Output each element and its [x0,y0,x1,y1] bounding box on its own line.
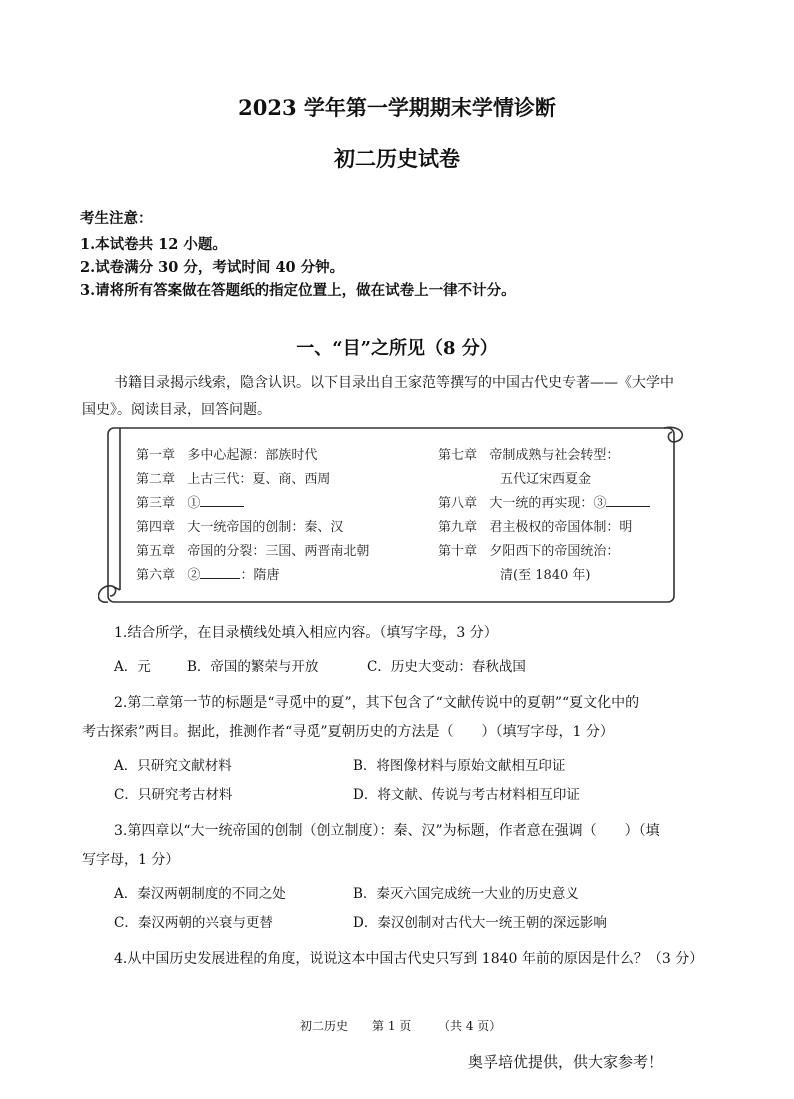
intro-line-2: 国史》。阅读目录，回答问题。 [82,402,271,418]
toc-ch7 [438,444,619,463]
toc-chapter: 第三章 [136,496,176,511]
toc-chapter: 第九章 [438,520,478,535]
blank-line-1 [200,493,244,507]
q2-option-b: B．将图像材料与原始文献相互印证 [353,758,566,774]
notice-heading: 考生注意： [80,210,153,227]
exam-subtitle: 初二历史试卷 [334,146,460,171]
toc-ch3 [136,492,244,511]
toc-ch2 [136,468,330,487]
q2-stem-line-1: 2.第二章第一节的标题是“寻觅中的夏”，其下包含了“文献传说中的夏朝”“夏文化中的 [114,695,640,711]
toc-chapter: 第四章 [136,520,176,535]
intro-line-1: 书籍目录揭示线索，隐含认识。以下目录出自王家范等撰写的中国古代史专著——《大学中 [114,375,674,391]
q2-option-c: C．只研究考古材料 [114,787,233,803]
q3-option-b: B．秦灭六国完成统一大业的历史意义 [353,886,579,902]
toc-ch8 [438,492,650,511]
footer-page: 第 1 页 [372,1019,412,1033]
q1-option-a: A．元 [114,659,151,675]
toc-scroll [98,420,692,610]
toc-title: ② [187,568,201,583]
provider-note: 奥孚培优提供，供大家参考！ [468,1053,664,1071]
q2-option-d: D．将文献、传说与考古材料相互印证 [353,787,580,803]
q1-stem: 1.结合所学，在目录横线处填入相应内容。（填写字母，3 分） [114,625,498,641]
q2-option-a: A．只研究文献材料 [114,758,232,774]
blank-line-3 [606,493,650,507]
q3-option-d: D．秦汉创制对古代大一统王朝的深远影响 [353,915,607,931]
toc-chapter: 第七章 [438,448,478,463]
blank-line-2 [200,565,240,579]
toc-chapter: 第十章 [438,544,478,559]
toc-ch4 [136,516,343,535]
q1-option-c: C．历史大变动：春秋战国 [367,659,526,675]
toc-ch9 [438,516,632,535]
q3-option-c: C．秦汉两朝的兴衰与更替 [114,915,273,931]
toc-chapter: 第二章 [136,472,176,487]
q4-stem: 4.从中国历史发展进程的角度，说说这本中国古代史只写到 1840 年前的原因是什么？（3 分） [114,951,704,967]
toc-title: 大一统的再实现：③ [489,496,607,511]
toc-title: 夕阳西下的帝国统治： [489,544,620,559]
toc-chapter: 第五章 [136,544,176,559]
exam-title: 2023 学年第一学期期末学情诊断 [238,95,556,120]
section-title: 一、“目”之所见（8 分） [296,338,498,359]
toc-chapter: 第一章 [136,448,176,463]
toc-ch10-line2: 清(至 1840 年) [500,568,591,583]
footer-subject: 初二历史 [300,1019,349,1033]
toc-ch1 [136,444,317,463]
footer-total: （共 4 页） [438,1019,502,1033]
toc-title: ① [187,496,201,511]
toc-title: 大一统帝国的创制：秦、汉 [187,520,344,535]
q3-stem-line-2: 写字母，1 分） [82,852,180,868]
q1-option-b: B．帝国的繁荣与开放 [187,659,319,675]
notice-item-2: 2.试卷满分 30 分，考试时间 40 分钟。 [80,259,345,276]
toc-chapter: 第六章 [136,568,176,583]
q3-stem-line-1: 3.第四章以“大一统帝国的创制（创立制度）：秦、汉”为标题，作者意在强调（ ）（填 [114,823,660,839]
toc-title: 上古三代：夏、商、西周 [187,472,331,487]
notice-item-1: 1.本试卷共 12 小题。 [80,236,227,253]
toc-ch6 [136,564,279,583]
toc-title: 帝国的分裂：三国、两晋南北朝 [187,544,370,559]
toc-title: 多中心起源：部族时代 [187,448,318,463]
toc-ch10 [438,540,619,559]
toc-title: 帝制成熟与社会转型： [489,448,620,463]
q3-option-a: A．秦汉两朝制度的不同之处 [114,886,286,902]
notice-item-3: 3.请将所有答案做在答题纸的指定位置上，做在试卷上一律不计分。 [80,282,516,299]
toc-title-suffix: ：隋唐 [240,568,280,583]
toc-chapter: 第八章 [438,496,478,511]
toc-ch7-line2: 五代辽宋西夏金 [500,472,592,487]
toc-title: 君主极权的帝国体制：明 [489,520,633,535]
q2-stem-line-2: 考古探索”两目。据此，推测作者“寻觅”夏朝历史的方法是（ ）（填写字母，1 分） [82,724,614,740]
toc-ch5 [136,540,369,559]
